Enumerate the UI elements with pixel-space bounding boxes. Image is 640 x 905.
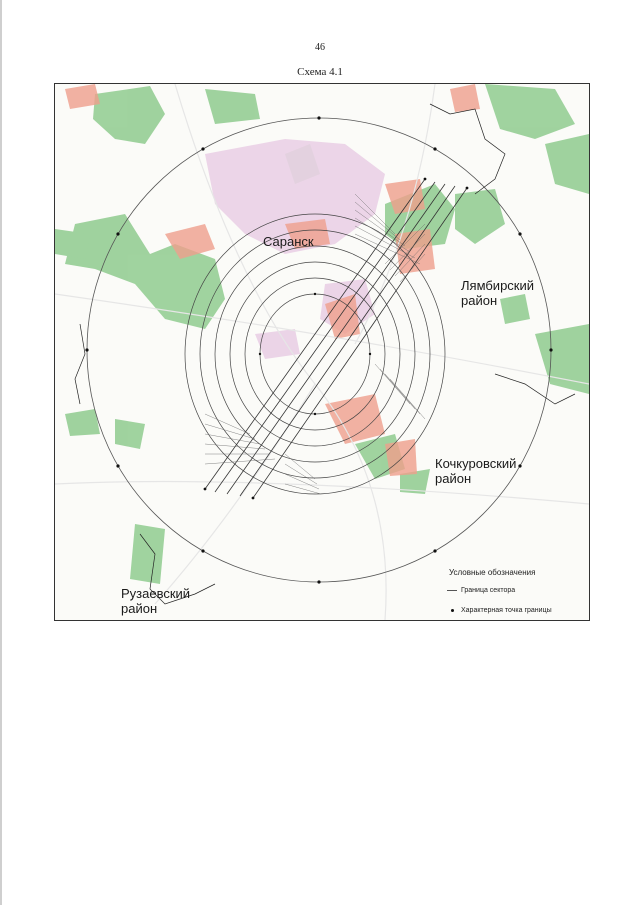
- legend-row-sector-border: [443, 583, 585, 597]
- scan-edge: [0, 0, 2, 905]
- district-label-kochkurovsky: Кочкуровский район: [435, 456, 517, 486]
- legend-label-sector-border: Граница сектора: [461, 586, 516, 594]
- figure-caption: Схема 4.1: [297, 66, 343, 78]
- sector-border-line-icon: [443, 590, 461, 591]
- district-label-ruzaevsky: Рузаевский район: [121, 586, 191, 616]
- map-legend: [443, 568, 585, 617]
- boundary-point-icon: [443, 609, 461, 612]
- legend-title: Условные обозначения: [449, 568, 536, 577]
- map-canvas: [55, 84, 589, 620]
- legend-row-boundary-point: [443, 603, 585, 617]
- district-label-saransk: Саранск: [263, 234, 314, 249]
- legend-label-boundary-point: Характерная точка границы: [461, 606, 552, 614]
- district-label-lyambirsky: Лямбирский район: [461, 278, 535, 308]
- page-number: 46: [315, 42, 325, 53]
- sector-map: [54, 83, 590, 621]
